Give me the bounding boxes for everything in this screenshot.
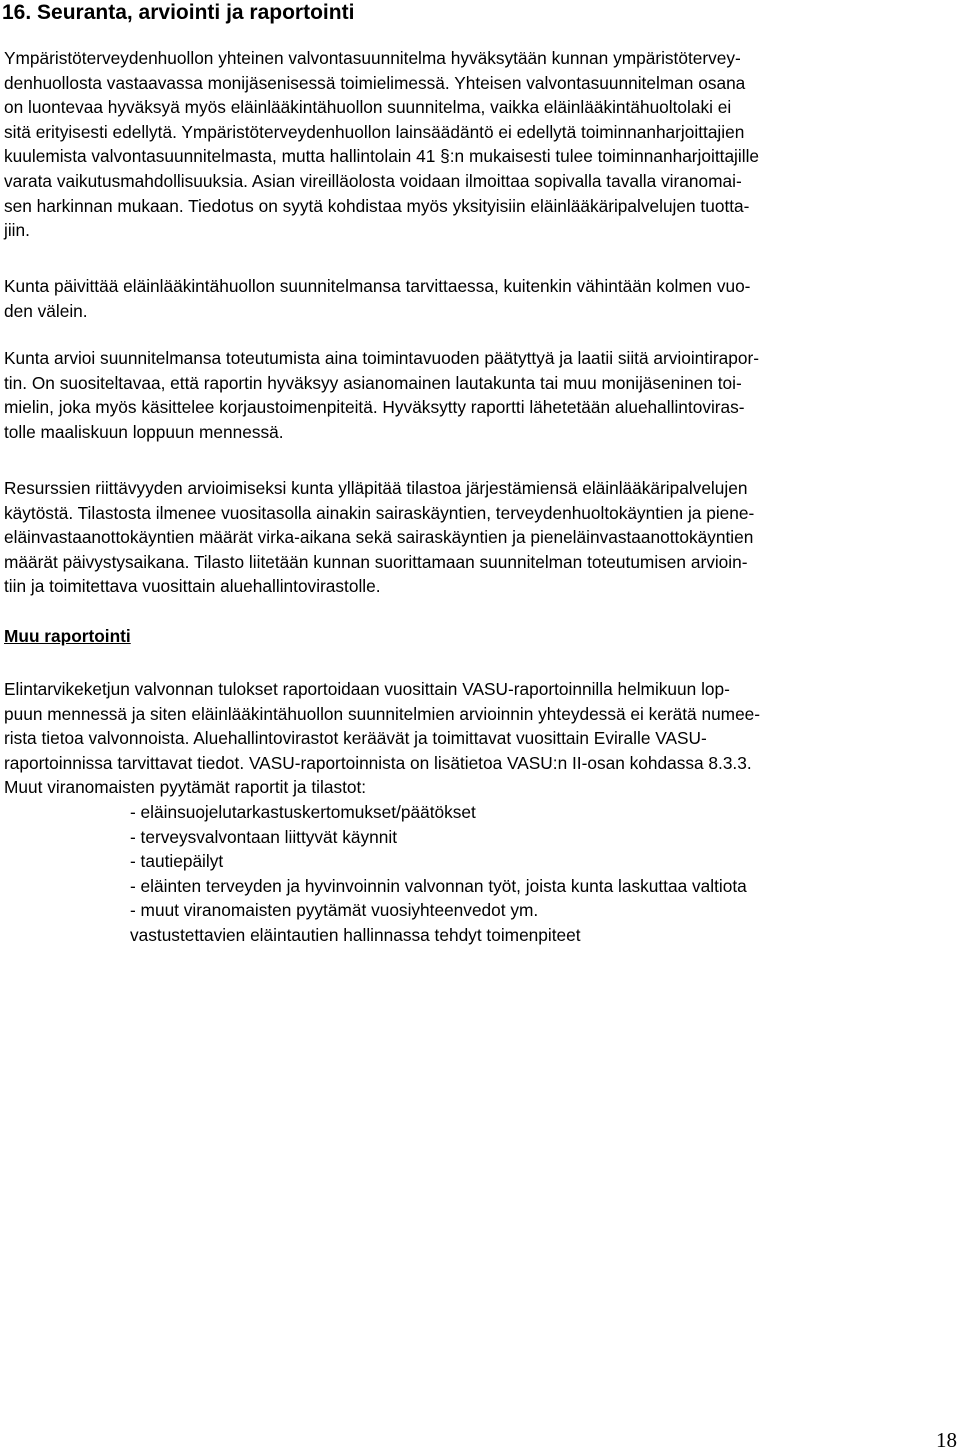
text-line: varata vaikutusmahdollisuuksia. Asian vireilläolosta voidaan ilmoittaa sopivalla tavalla viranomai- [4,170,742,191]
text-line: eläinvastaanottokäyntien määrät virka-aikana sekä sairaskäyntien ja pieneläinvastaanottokäyntien [4,527,754,548]
text-line: den välein. [4,300,88,321]
text-line: mielin, joka myös käsittelee korjaustoimenpiteitä. Hyväksytty raportti lähetetään aluehallintoviras- [4,397,745,418]
text-line: Kunta päivittää eläinlääkintähuollon suunnitelmansa tarvittaessa, kuitenkin vähintään kolmen vuo- [4,276,751,296]
text-line: Ympäristöterveydenhuollon yhteinen valvontasuunnitelma hyväksytään kunnan ympäristötervey- [4,48,741,68]
text-line: Kunta arvioi suunnitelmansa toteutumista aina toimintavuoden päätyttyä ja laatii siitä arviointirapor- [4,348,760,368]
paragraph-resurssit [4,476,956,599]
paragraph-valvontasuunnitelma [4,46,956,243]
text-line: tolle maaliskuun loppuun mennessä. [4,421,284,442]
list-item: - muut viranomaisten pyytämät vuosiyhteenvedot ym. [130,900,539,921]
list-item: vastustettavien eläintautien hallinnassa tehdyt toimenpiteet [130,924,581,945]
list-item: - eläinsuojelutarkastuskertomukset/päätökset [130,801,476,822]
paragraph-arviointiraportti [4,346,956,444]
text-line: Resurssien riittävyyden arvioimiseksi kunta ylläpitää tilastoa järjestämiensä eläinlääkäripalvelujen [4,478,748,498]
text-line: on luontevaa hyväksyä myös eläinlääkintähuollon suunnitelma, vaikka eläinlääkintähuoltolaki ei [4,97,732,118]
text-line: Muut viranomaisten pyytämät raportit ja tilastot: [4,777,367,798]
list-item: - tautiepäilyt [130,851,224,872]
paragraph-paivitys [4,274,956,323]
text-line: sen harkinnan mukaan. Tiedotus on syytä kohdistaa myös yksityisiin eläinlääkäripalvelujen tuotta- [4,195,750,216]
text-line: jiin. [4,220,30,241]
text-line: Elintarvikeketjun valvonnan tulokset raportoidaan vuosittain VASU-raportoinnilla helmikuun lop- [4,679,730,699]
text-line: käytöstä. Tilastosta ilmenee vuositasolla ainakin sairaskäyntien, terveydenhuoltokäyntien ja piene- [4,502,755,523]
text-line: tiin ja toimitettava vuosittain aluehallintovirastolle. [4,576,381,597]
list-item: - terveysvalvontaan liittyvät käynnit [130,826,398,847]
text-line: kuulemista valvontasuunnitelmasta, mutta hallintolain 41 §:n mukaisesti tulee toiminnanharjoittajille [4,146,760,167]
section-heading: 16. Seuranta, arviointi ja raportointi [2,1,355,24]
subheading-muu-raportointi: Muu raportointi [4,626,131,646]
text-line: puun mennessä ja siten eläinlääkintähuollon suunnitelmien arvioinnin yhteydessä ei kerätä numee- [4,703,761,724]
text-line: sitä erityisesti edellytä. Ympäristöterveydenhuollon lainsäädäntö ei edellytä toiminnanharjoittajien [4,121,745,142]
page-number: 18 [936,1428,957,1452]
text-line: tin. On suositeltavaa, että raportin hyväksyy asianomainen lautakunta tai muu monijäseninen toi- [4,372,742,393]
text-line: määrät päivystysaikana. Tilasto liitetään kunnan suorittamaan suunnitelman toteutumisen arvioin- [4,551,748,572]
paragraph-muu-raportointi [4,677,956,948]
text-line: denhuollosta vastaavassa monijäsenisessä toimielimessä. Yhteisen valvontasuunnitelman osana [4,72,746,93]
text-line: raportoinnissa tarvittavat tiedot. VASU-raportoinnista on lisätietoa VASU:n II-osan kohdassa 8.3.3. [4,752,752,773]
list-item: - eläinten terveyden ja hyvinvoinnin valvonnan työt, joista kunta laskuttaa valtiota [130,875,747,896]
text-line: rista tietoa valvonnoista. Aluehallintovirastot keräävät ja toimittavat vuosittain Eviralle VASU- [4,728,707,749]
